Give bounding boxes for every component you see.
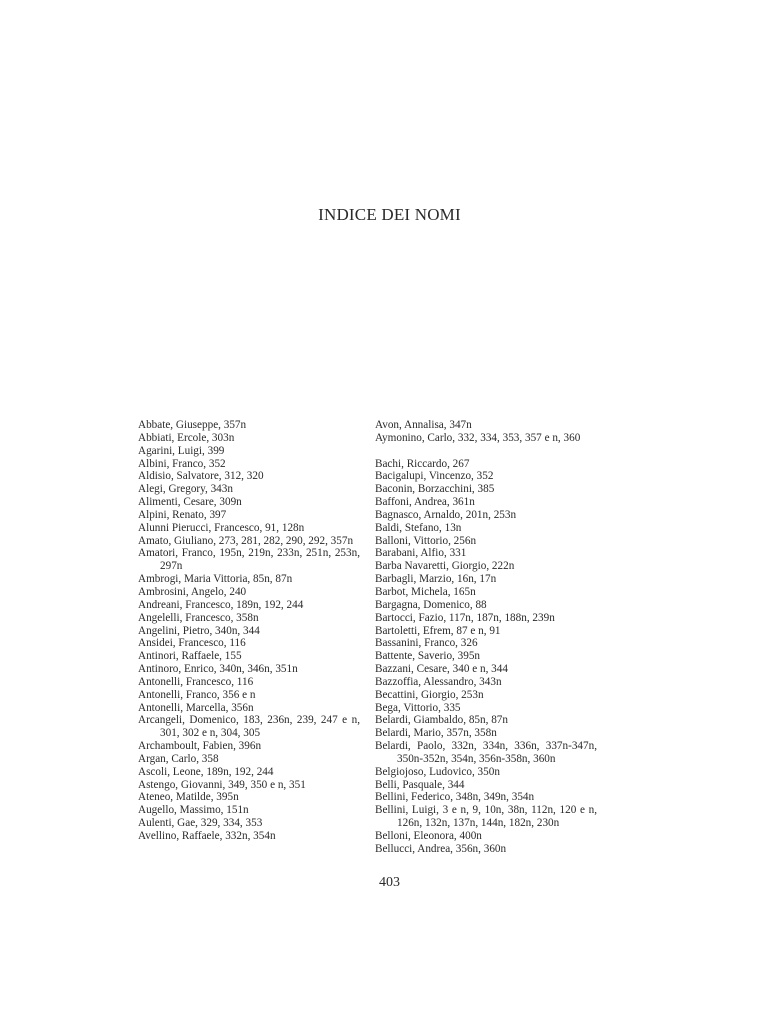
index-entry: Abbate, Giuseppe, 357n [138, 419, 247, 431]
index-entry: Abbiati, Ercole, 303n [138, 431, 235, 444]
index-entry: Balloni, Vittorio, 256n [375, 534, 477, 547]
index-entry: Belgiojoso, Ludovico, 350n [375, 765, 500, 778]
index-entry: Aymonino, Carlo, 332, 334, 353, 357 e n, 360 [375, 431, 581, 444]
index-entry: Belloni, Eleonora, 400n [375, 830, 482, 842]
index-entry: Ascoli, Leone, 189n, 192, 244 [138, 765, 274, 778]
index-entry: Barabani, Alfio, 331 [375, 547, 467, 560]
index-entry: Barbot, Michela, 165n [375, 585, 476, 598]
index-entry: Antonelli, Franco, 356 e n [138, 688, 256, 701]
index-entry: Bagnasco, Arnaldo, 201n, 253n [375, 508, 517, 521]
index-entry: Bartocci, Fazio, 117n, 187n, 188n, 239n [375, 611, 555, 624]
index-entry: Bargagna, Domenico, 88 [375, 598, 487, 611]
index-entry: Amatori, Franco, 195n, 219n, 233n, 251n, 253n, 297n [138, 547, 360, 573]
index-column-right [375, 419, 597, 856]
index-entry: Belardi, Giambaldo, 85n, 87n [375, 714, 508, 727]
index-entry: Baldi, Stefano, 13n [375, 521, 462, 534]
index-entry: Bartoletti, Efrem, 87 e n, 91 [375, 624, 501, 637]
index-entry: Ansidei, Francesco, 116 [138, 637, 246, 650]
index-entry: Andreani, Francesco, 189n, 192, 244 [138, 598, 304, 611]
index-entry: Alegi, Gregory, 343n [138, 483, 233, 496]
index-entry: Barba Navaretti, Giorgio, 222n [375, 560, 515, 573]
index-entry: Amato, Giuliano, 273, 281, 282, 290, 292, 357n [138, 534, 354, 547]
page-number: 403 [379, 875, 400, 890]
index-entry: Bassanini, Franco, 326 [375, 637, 478, 650]
index-entry: Antonelli, Francesco, 116 [138, 675, 254, 688]
index-entry: Bachi, Riccardo, 267 [375, 457, 470, 470]
index-entry: Augello, Massimo, 151n [138, 804, 249, 817]
index-entry: Antinoro, Enrico, 340n, 346n, 351n [138, 663, 298, 676]
index-entry: Astengo, Giovanni, 349, 350 e n, 351 [138, 778, 306, 791]
index-entry: Argan, Carlo, 358 [138, 752, 219, 765]
index-entry: Ateneo, Matilde, 395n [138, 791, 239, 804]
index-entry: Baconin, Borzacchini, 385 [375, 483, 495, 496]
index-entry: Antinori, Raffaele, 155 [138, 650, 242, 663]
index-entry: Alpini, Renato, 397 [138, 508, 227, 521]
index-entry: Bellini, Federico, 348n, 349n, 354n [375, 791, 535, 804]
index-entry: Angelini, Pietro, 340n, 344 [138, 624, 260, 637]
index-entry: Belli, Pasquale, 344 [375, 778, 465, 791]
index-entry: Antonelli, Marcella, 356n [138, 701, 254, 714]
index-entry: Barbagli, Marzio, 16n, 17n [375, 573, 497, 586]
index-entry: Bazzoffia, Alessandro, 343n [375, 675, 502, 688]
index-entry: Arcangeli, Domenico, 183, 236n, 239, 247 e n, 301, 302 e n, 304, 305 [138, 714, 360, 740]
index-entry: Belardi, Paolo, 332n, 334n, 336n, 337n-347n, 350n-352n, 354n, 356n-358n, 360n [375, 740, 597, 765]
index-entry: Avellino, Raffaele, 332n, 354n [138, 830, 276, 842]
index-entry: Bega, Vittorio, 335 [375, 701, 461, 714]
index-title: INDICE DEI NOMI [318, 205, 461, 224]
index-entry: Aulenti, Gae, 329, 334, 353 [138, 817, 263, 830]
index-entry: Belardi, Mario, 357n, 358n [375, 727, 497, 740]
index-entry: Bellini, Luigi, 3 e n, 9, 10n, 38n, 112n, 120 e n, 126n, 132n, 137n, 144n, 182n, 230n [375, 804, 597, 830]
index-entry: Ambrogi, Maria Vittoria, 85n, 87n [138, 573, 293, 586]
index-entry: Archamboult, Fabien, 396n [138, 740, 262, 753]
index-entry: Avon, Annalisa, 347n [375, 419, 472, 431]
index-entry: Aldisio, Salvatore, 312, 320 [138, 470, 264, 483]
index-entry: Baffoni, Andrea, 361n [375, 496, 475, 509]
index-entry: Ambrosini, Angelo, 240 [138, 585, 247, 598]
index-entry: Angelelli, Francesco, 358n [138, 611, 259, 624]
index-entry: Bellucci, Andrea, 356n, 360n [375, 842, 507, 855]
index-entry: Albini, Franco, 352 [138, 457, 226, 470]
index-entry: Agarini, Luigi, 399 [138, 444, 225, 457]
index-entry: Battente, Saverio, 395n [375, 650, 481, 663]
index-entry: Alimenti, Cesare, 309n [138, 496, 242, 509]
index-entry: Bacigalupi, Vincenzo, 352 [375, 470, 494, 483]
index-entry: Bazzani, Cesare, 340 e n, 344 [375, 663, 508, 676]
index-entry: Becattini, Giorgio, 253n [375, 688, 484, 701]
index-column-left [138, 419, 360, 843]
index-entry: Alunni Pierucci, Francesco, 91, 128n [138, 521, 305, 534]
